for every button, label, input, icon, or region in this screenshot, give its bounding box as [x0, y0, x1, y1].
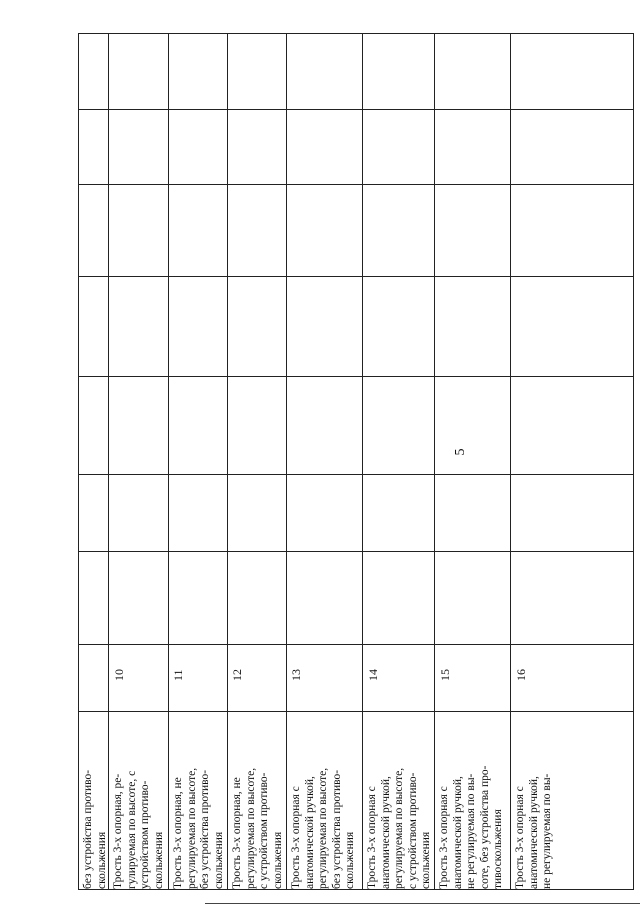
- grid-line: [434, 34, 435, 889]
- grid-line: [168, 34, 169, 889]
- row-number: 11: [171, 669, 185, 681]
- grid-line: [362, 34, 363, 889]
- grid-line: [79, 474, 633, 475]
- grid-line: [79, 276, 633, 277]
- grid-line: [79, 184, 633, 185]
- row-name: Трость 3-х опорная с анатомической ручкой, регулируемая по высоте, без устройства противо- скольжения: [290, 767, 357, 889]
- row-name: Трость 3-х опорная, ре- гулируемая по высоте, с устройством противо- скольжения: [112, 770, 165, 889]
- row-name: Трость 3-х опорная, не регулируемая по высоте, с устройством противо- скольжения: [231, 767, 284, 889]
- grid-line: [79, 109, 633, 110]
- row-name: Трость 3-х опорная с анатомической ручкой, не регулируемая по вы-: [514, 773, 554, 889]
- row-number: 15: [438, 669, 452, 681]
- row-name: без устройства противо- скольжения: [82, 769, 108, 889]
- row-name: Трость 3-х опорная с анатомической ручкой, регулируемая по высоте, с устройством противо- скольжения: [366, 767, 433, 889]
- grid-line: [227, 34, 228, 889]
- row-name: Трость 3-х опорная, не регулируемая по высоте, без устройства противо- скольжения: [172, 767, 225, 889]
- row-number: 12: [230, 669, 244, 681]
- grid-line: [108, 34, 109, 889]
- grid-line: [510, 34, 511, 889]
- row-number: 10: [112, 669, 126, 681]
- grid-line: [79, 376, 633, 377]
- page-edge-rule: [205, 903, 640, 904]
- row-number: 13: [289, 669, 303, 681]
- document-table: [78, 33, 634, 890]
- grid-line: [79, 711, 633, 712]
- grid-line: [79, 644, 633, 645]
- grid-line: [79, 551, 633, 552]
- row-number: 14: [366, 669, 380, 681]
- row-name: Трость 3-х опорная с анатомической ручкой, не регулируемая по вы- соте, без устройства про- тивоскольжения: [438, 765, 505, 889]
- page-number: 5: [453, 448, 468, 456]
- grid-line: [286, 34, 287, 889]
- row-number: 16: [514, 669, 528, 681]
